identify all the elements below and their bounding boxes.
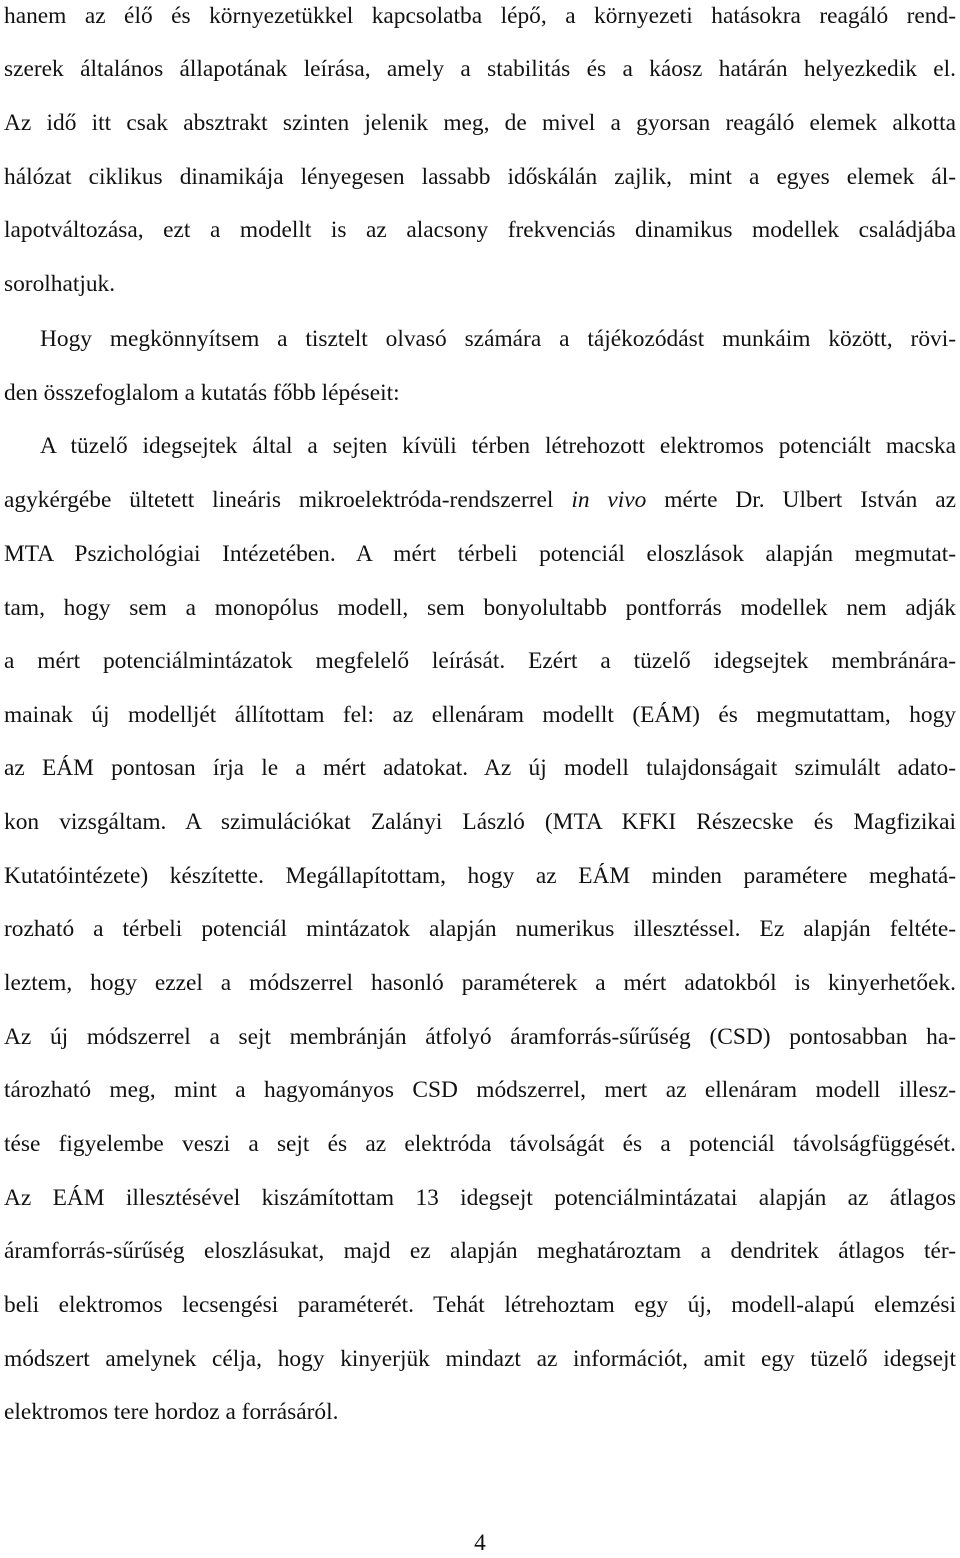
page-number: 4 bbox=[474, 1530, 486, 1556]
text-line: tározható meg, mint a hagyományos CSD módszerrel, mert az ellenáram modell illesz- bbox=[4, 1077, 956, 1103]
text-line: Az új módszerrel a sejt membránján átfolyó áramforrás-sűrűség (CSD) pontosabban ha- bbox=[4, 1024, 956, 1050]
text-line: az EÁM pontosan írja le a mért adatokat. Az új modell tulajdonságait szimulált adato- bbox=[4, 755, 956, 781]
italic-term: in vivo bbox=[571, 487, 647, 513]
text-line: beli elektromos lecsengési paraméterét. Tehát létrehoztam egy új, modell-alapú elemzési bbox=[4, 1292, 956, 1318]
text-line: Az EÁM illesztésével kiszámítottam 13 idegsejt potenciálmintázatai alapján az átlagos bbox=[4, 1185, 956, 1211]
text-line: leztem, hogy ezzel a módszerrel hasonló paraméterek a mért adatokból is kinyerhetőek. bbox=[4, 970, 956, 996]
text-line: áramforrás-sűrűség eloszlásukat, majd ez alapján meghatároztam a dendritek átlagos tér- bbox=[4, 1238, 956, 1264]
text-line: lapotváltozása, ezt a modellt is az alacsony frekvenciás dinamikus modellek családjába bbox=[4, 217, 956, 243]
text-line: Kutatóintézete) készítette. Megállapítottam, hogy az EÁM minden paramétere meghatá- bbox=[4, 863, 956, 889]
text-line: a mért potenciálmintázatok megfelelő leírását. Ezért a tüzelő idegsejtek membránára- bbox=[4, 648, 956, 674]
text-line-with-italic bbox=[4, 485, 956, 515]
text-line: tam, hogy sem a monopólus modell, sem bonyolultabb pontforrás modellek nem adják bbox=[4, 595, 956, 621]
text-line: hanem az élő és környezetükkel kapcsolatba lépő, a környezeti hatásokra reagáló rend- bbox=[4, 3, 956, 29]
text-line: Hogy megkönnyítsem a tisztelt olvasó számára a tájékozódást munkáim között, rövi- bbox=[40, 326, 956, 352]
text-line: tése figyelembe veszi a sejt és az elektróda távolságát és a potenciál távolságfüggését. bbox=[4, 1131, 956, 1157]
text-segment: agykérgébe ültetett lineáris mikroelektróda-rendszerrel bbox=[4, 487, 554, 513]
text-line: mainak új modelljét állítottam fel: az ellenáram modellt (EÁM) és megmutattam, hogy bbox=[4, 702, 956, 728]
text-line: Az idő itt csak absztrakt szinten jelenik meg, de mivel a gyorsan reagáló elemek alkotta bbox=[4, 110, 956, 136]
text-line: elektromos tere hordoz a forrásáról. bbox=[4, 1399, 339, 1425]
text-line: sorolhatjuk. bbox=[4, 271, 116, 297]
text-line: szerek általános állapotának leírása, amely a stabilitás és a káosz határán helyezkedik el. bbox=[4, 56, 956, 82]
text-segment: mérte Dr. Ulbert István az bbox=[664, 487, 957, 513]
text-line: kon vizsgáltam. A szimulációkat Zalányi László (MTA KFKI Részecske és Magfizikai bbox=[4, 809, 956, 835]
text-line: A tüzelő idegsejtek által a sejten kívüli térben létrehozott elektromos potenciált macska bbox=[40, 433, 956, 459]
text-line: hálózat ciklikus dinamikája lényegesen lassabb időskálán zajlik, mint a egyes elemek ál- bbox=[4, 164, 956, 190]
text-line: MTA Pszichológiai Intézetében. A mért térbeli potenciál eloszlások alapján megmutat- bbox=[4, 541, 956, 567]
text-line: módszert amelynek célja, hogy kinyerjük mindazt az információt, amit egy tüzelő idegsejt bbox=[4, 1346, 956, 1372]
text-line: den összefoglalom a kutatás főbb lépéseit: bbox=[4, 380, 400, 406]
text-line: rozható a térbeli potenciál mintázatok alapján numerikus illesztéssel. Ez alapján feltéte- bbox=[4, 916, 956, 942]
